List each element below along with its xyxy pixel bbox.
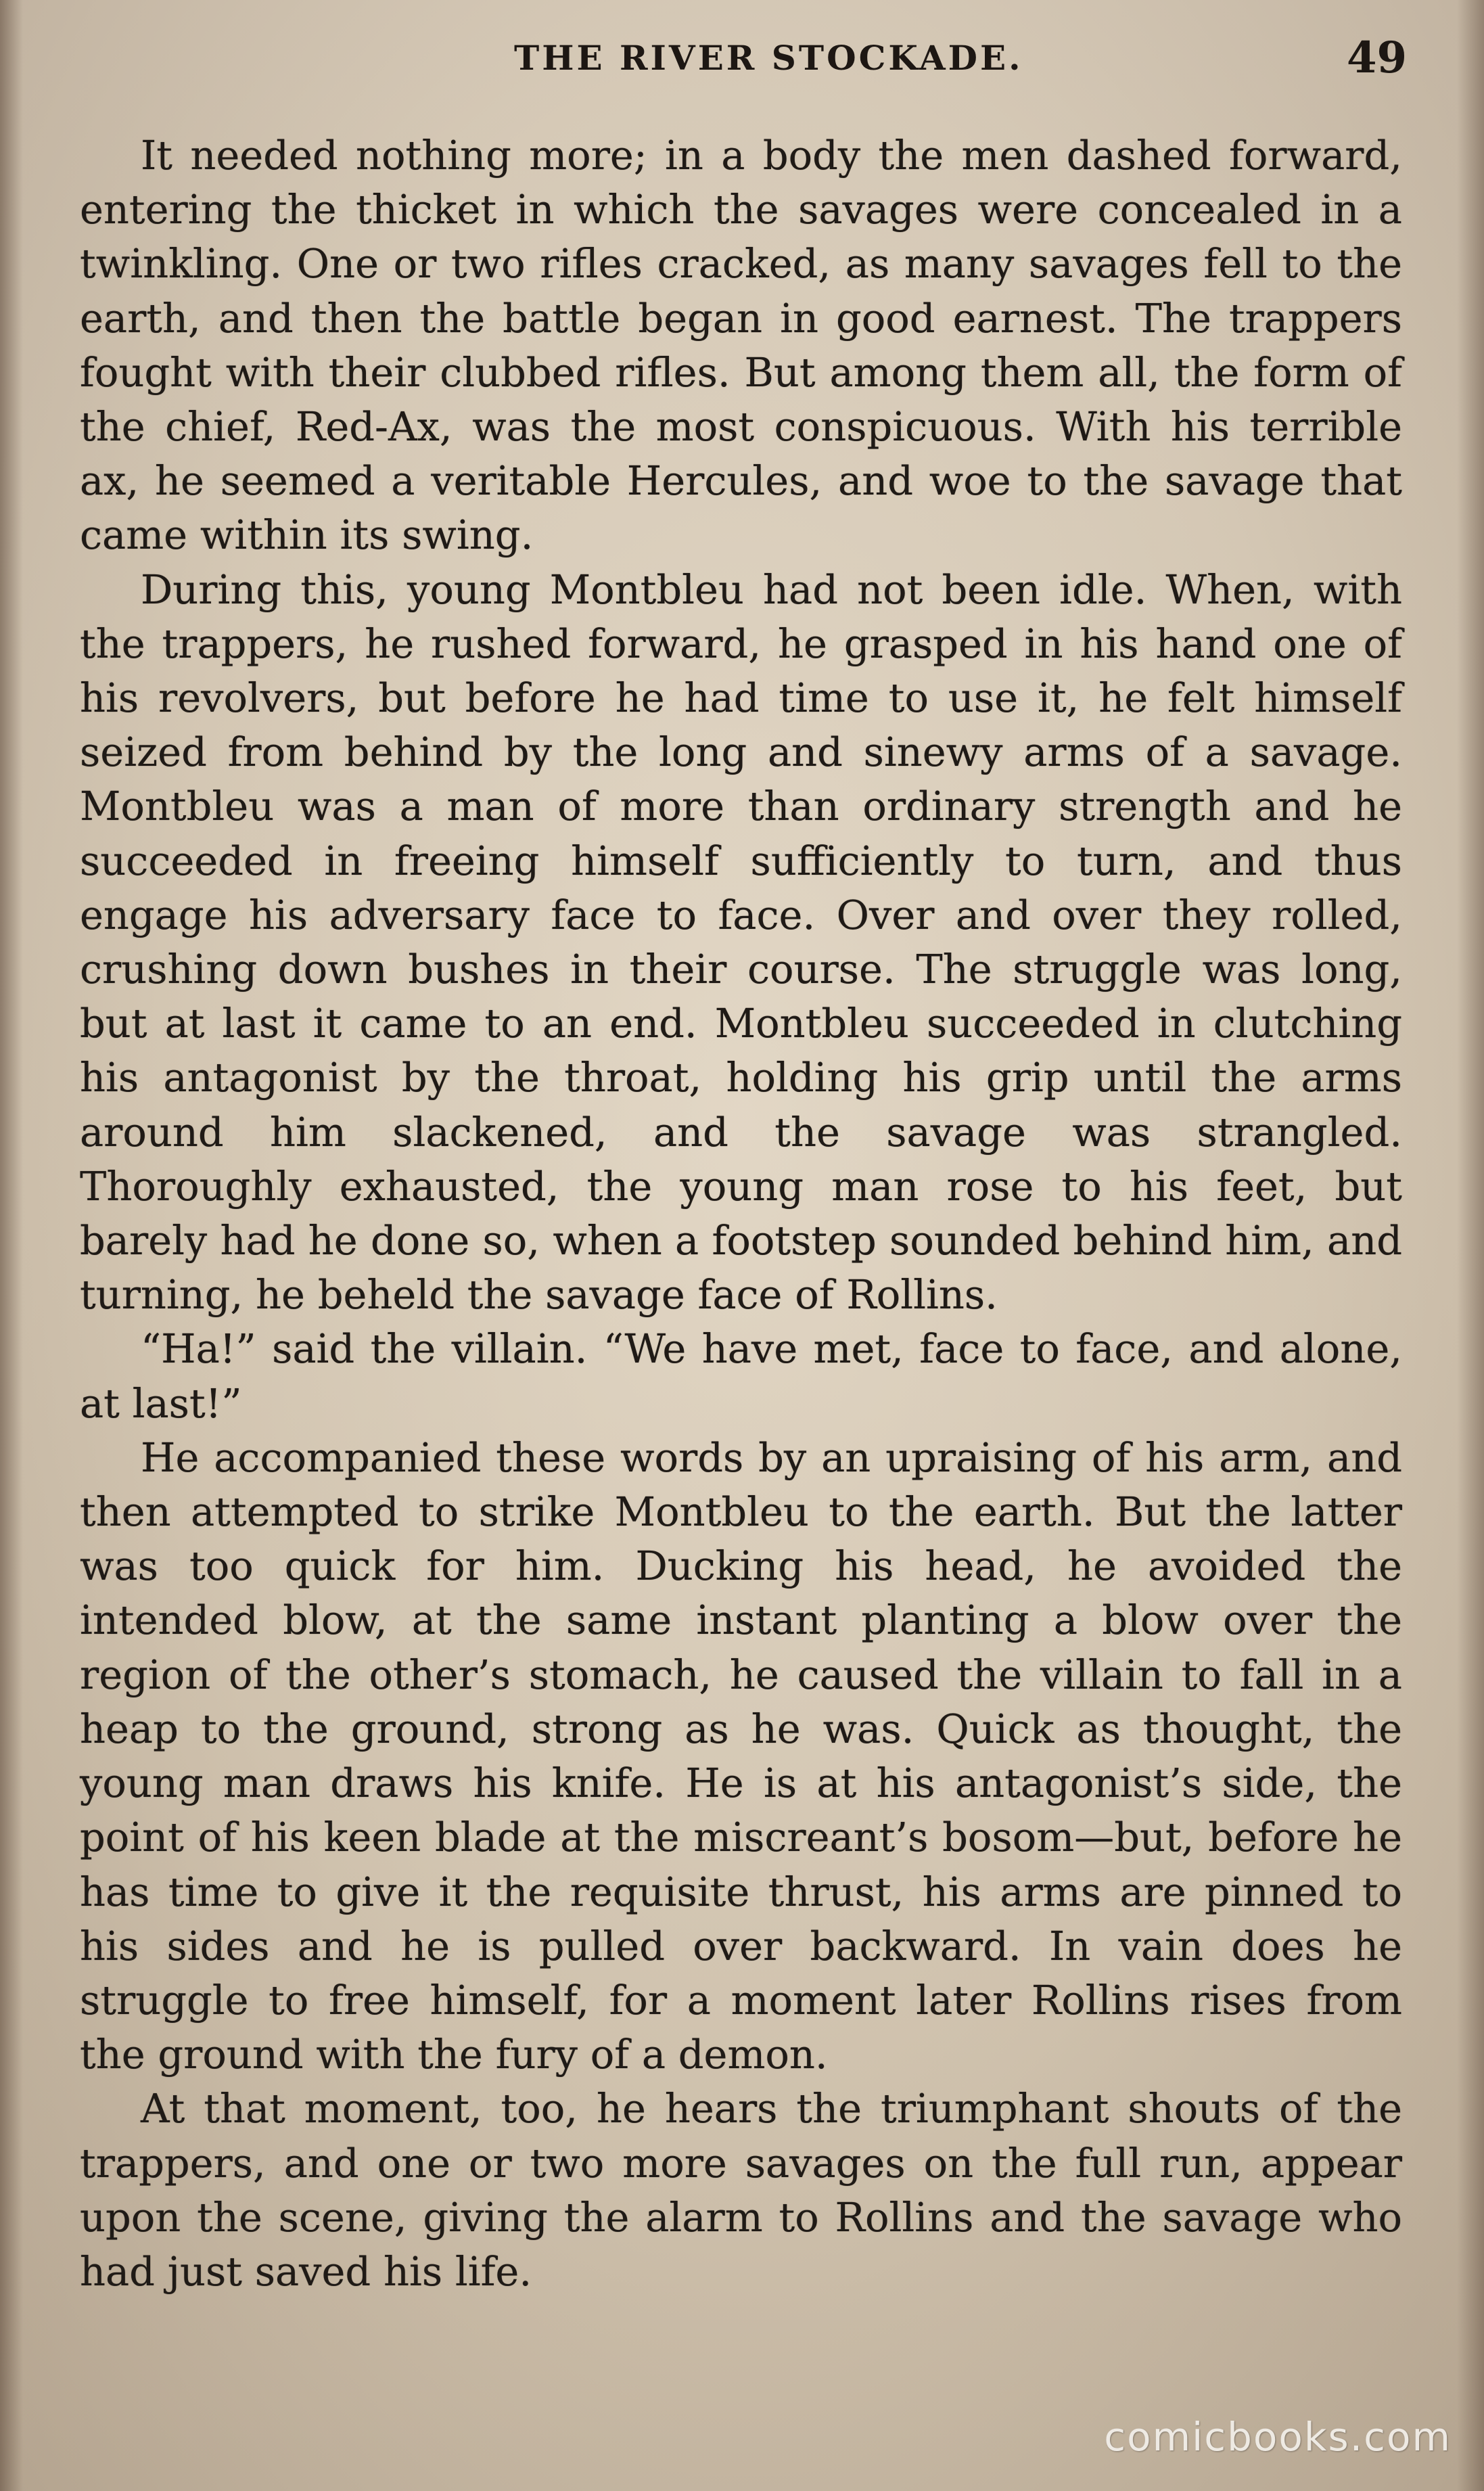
watermark: comicbooks.com xyxy=(1104,2414,1452,2460)
paragraph: “Ha!” said the villain. “We have met, face to face, and alone, at last!” xyxy=(80,1325,1402,1427)
paragraph: It needed nothing more; in a body the men dashed forward, entering the thicket in which the savages were concealed in a twinkling. One or two rifles cracked, as many savages fell to the earth, and then the battle began in good earnest. The trappers fought with their clubbed rifles. But among them all, the form of the chief, Red-Ax, was the most conspicuous. With his terrible ax, he seemed a veritable Hercules, and woe to the savage that came within its swing. xyxy=(80,132,1402,559)
paragraph: At that moment, too, he hears the triumphant shouts of the trappers, and one or two more savages on the full run, appear upon the scene, giving the alarm to Rollins and the savage who had just saved his life. xyxy=(80,2085,1402,2295)
paragraph: During this, young Montbleu had not been idle. When, with the trappers, he rushed forward, he grasped in his hand one of his revolvers, but before he had time to use it, he felt himself seized from behind by the long and sinewy arms of a savage. Montbleu was a man of more than ordinary strength and he succeeded in freeing himself sufficiently to turn, and thus engage his adversary face to face. Over and over they rolled, crushing down bushes in their course. The struggle was long, but at last it came to an end. Montbleu succeeded in clutching his antagonist by the throat, holding his grip until the arms around him slackened, and the savage was strangled. Thoroughly exhausted, the young man rose to his feet, but barely had he done so, when a footstep sounded behind him, and turning, he beheld the savage face of Rollins. xyxy=(80,566,1402,1319)
running-title: THE RIVER STOCKADE. xyxy=(514,38,1023,78)
page-edge-shadow-right xyxy=(1457,0,1484,2491)
page-header xyxy=(108,32,1407,87)
page-edge-shadow-left xyxy=(0,0,23,2491)
body-text xyxy=(80,129,1402,2299)
page-number: 49 xyxy=(1346,32,1407,83)
paragraph: He accompanied these words by an upraising of his arm, and then attempted to strike Montbleu to the earth. But the latter was too quick for him. Ducking his head, he avoided the intended blow, at the same instant planting a blow over the region of the other’s stomach, he caused the villain to fall in a heap to the ground, strong as he was. Quick as thought, the young man draws his knife. He is at his antagonist’s side, the point of his keen blade at the miscreant’s bosom—but, before he has time to give it the requisite thrust, his arms are pinned to his sides and he is pulled over backward. In vain does he struggle to free himself, for a moment later Rollins rises from the ground with the fury of a demon. xyxy=(80,1434,1402,2078)
